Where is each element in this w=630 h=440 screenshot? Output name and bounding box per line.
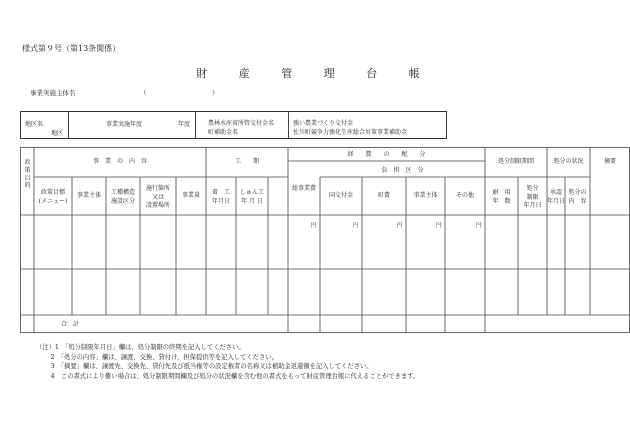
town-cost-header: 町費	[377, 192, 390, 199]
remarks-header: 摘要	[603, 158, 616, 165]
business-entity-header: 事業主体	[76, 192, 101, 199]
expense-distribution-header: 経 費 の 配 分	[347, 151, 426, 158]
yen-unit-entity: 円	[436, 223, 442, 229]
entity-name-close-paren: ）	[212, 89, 219, 97]
disposal-period-header: 処分制限期間	[497, 158, 534, 165]
limit-label-1: 処分	[526, 185, 539, 192]
grant-name-value: 強い農業づくり交付金	[293, 120, 354, 127]
grant-name-label-cell	[195, 112, 289, 138]
total-row-label: 合 計	[60, 321, 79, 328]
entity-cost-header: 事業主体	[413, 192, 438, 199]
site-label-3: 設置場所	[145, 202, 170, 210]
disposal-status-header: 処分の状況	[553, 158, 584, 165]
yen-unit-national: 円	[353, 223, 359, 229]
note-3: 3 「摘要」欄は、譲渡先、交換先、貸付先及び抵当権等の設定権者の名称又は補助金返還額を記入してください。	[36, 363, 373, 370]
policy-goal-menu-label: (メニュー)	[38, 197, 68, 205]
note-2: 2 「処分の内容」欄は、譲渡、交換、貸付け、担保提供等を記入してください。	[36, 353, 278, 361]
grant-name-label: 農林水産省所管交付金名	[208, 120, 275, 127]
useful-life-header	[485, 189, 518, 206]
total-cost-header: 総事業費	[291, 185, 316, 192]
policy-goal-label: 政策目標	[40, 189, 65, 196]
site-label-2: 又は	[151, 193, 164, 201]
approval-label: 承認	[549, 189, 562, 196]
district-label: 地区	[51, 130, 64, 137]
useful-life-label: 耐 用	[492, 189, 511, 196]
site-header	[140, 185, 176, 211]
disposal-content-header	[565, 189, 590, 206]
note-1: （注）1 「処分制限年月日」欄は、処分制限の終期を記入してください。	[36, 344, 245, 351]
entity-name-open-paren: （	[140, 89, 147, 97]
policy-purpose-header: 政策目的	[24, 159, 31, 190]
property-ledger-table	[20, 147, 630, 333]
entity-name-label: 事業実施主体名	[30, 89, 76, 97]
approval-date-label: 年月日	[547, 197, 566, 205]
approval-date-header	[547, 189, 565, 206]
project-year-label: 事業実施年度	[106, 121, 143, 128]
completion-label: しゅん工	[239, 189, 264, 196]
useful-life-years-label: 年 数	[492, 197, 511, 205]
form-number: 様式第９号（第13条関係）	[22, 44, 121, 53]
note-4: 4 この書式により難い場合は、処分制限期間欄及び処分の状況欄を含む他の書式をもって財産管理台帳に代えることができます。	[36, 372, 420, 380]
burden-category-header: 負 担 区 分	[381, 167, 424, 174]
area-name-label: 地区名	[25, 121, 44, 128]
yen-unit-other: 円	[476, 223, 482, 229]
site-label-1: 施行箇所	[145, 185, 170, 192]
facility-category-label: 施設区分	[110, 197, 135, 205]
completion-date-label: 年 月 日	[241, 197, 263, 205]
other-cost-header: その他	[455, 192, 474, 199]
work-type-label: 工種構造	[110, 189, 135, 196]
start-date-header	[206, 189, 236, 206]
start-label: 着 工	[211, 189, 230, 196]
project-year-cell	[68, 112, 196, 138]
business-content-header: 事 業 の 内 容	[92, 158, 147, 165]
quantity-header: 事業量	[181, 192, 200, 199]
policy-goal-header	[34, 189, 72, 206]
work-type-header	[106, 189, 140, 206]
page-title: 財 産 管 理 台 帳	[196, 67, 434, 80]
yen-unit-total: 円	[311, 223, 317, 229]
grant-name-value-cell	[288, 112, 448, 138]
notes-section	[36, 343, 419, 381]
area-name-cell	[21, 112, 69, 138]
disposal-limit-date-header	[518, 185, 547, 211]
disposal-content-label-1: 処分の	[568, 189, 587, 196]
town-subsidy-label: 町補助金名	[208, 129, 239, 136]
project-info-table	[20, 111, 447, 139]
town-subsidy-value: 佐川町競争力強化生産総合対策事業補助金	[293, 129, 408, 136]
start-date-label: 年月日	[211, 197, 230, 205]
construction-period-header: 工 期	[234, 158, 259, 165]
national-grant-header: 国交付金	[328, 192, 353, 199]
yen-unit-town: 円	[397, 223, 403, 229]
limit-label-2: 制限	[526, 193, 539, 201]
completion-date-header	[236, 189, 268, 206]
disposal-content-label-2: 内 容	[568, 197, 587, 205]
limit-label-3: 年月日	[523, 202, 542, 210]
year-suffix-label: 年度	[178, 121, 191, 128]
